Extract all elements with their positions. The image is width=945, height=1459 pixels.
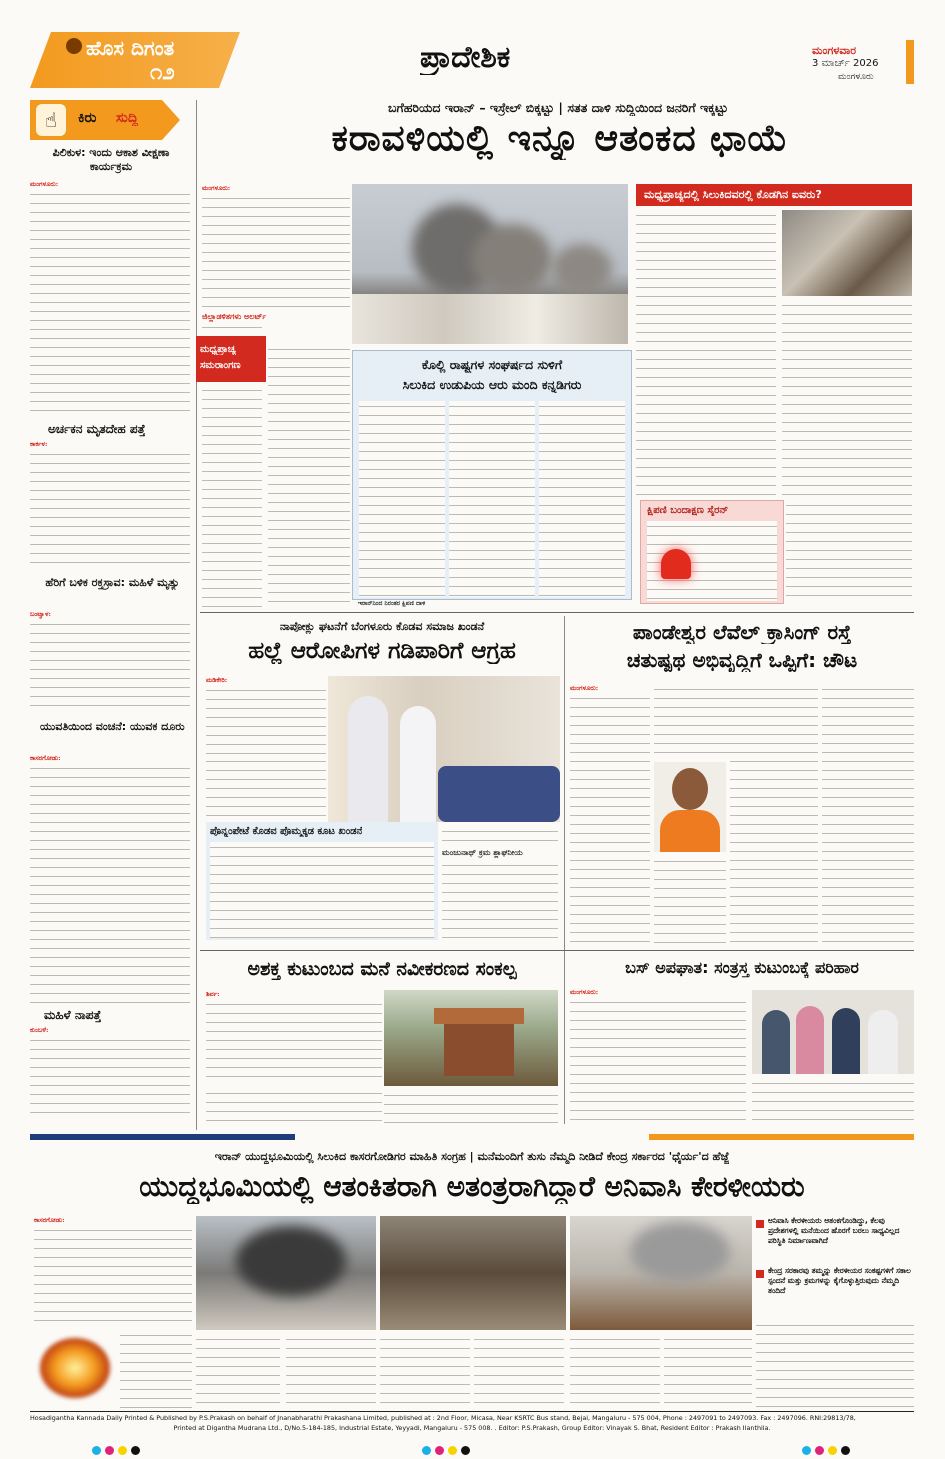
kirusuddi-column: [30, 96, 192, 1126]
napoklu-body-4: [442, 860, 558, 940]
brief-text-5: [30, 1035, 190, 1119]
registration-marks-left: [90, 1440, 142, 1459]
lead-dateline: ಮಂಗಳೂರು:: [202, 184, 231, 192]
kodagu-body-2: [782, 300, 912, 498]
udupi-box: [352, 350, 632, 600]
bottom-body-8: [756, 1320, 914, 1408]
napoklu-dateline: ಮಡಿಕೇರಿ:: [206, 676, 228, 684]
brief-text-3: [30, 619, 190, 713]
bottom-smoke-1: [236, 1226, 346, 1296]
brief-title-5: ಮಹಿಳೆ ನಾಪತ್ತೆ: [44, 1008, 102, 1022]
bullet-1-marker: [756, 1220, 764, 1228]
napoklu-body-2: [206, 756, 326, 820]
napoklu-body-3: [442, 826, 558, 846]
explosion-burst: [40, 1338, 110, 1398]
registration-marks-center: [420, 1440, 472, 1459]
ponnampet-title: ಪೊನ್ನಂಪೇಟೆ ಕೊಡವ ಪೊಮ್ಮಕ್ಕಡ ಕೂಟ ಖಂಡನೆ: [210, 826, 363, 837]
siren-icon: [661, 549, 691, 579]
kodagu-box: [636, 184, 912, 498]
divider-mid-vertical: [564, 616, 565, 1124]
brief-text-2: [30, 449, 190, 569]
brief-text-4: [30, 763, 190, 1003]
napoklu-headline: ಹಲ್ಲೆ ಆರೋಪಿಗಳ ಗಡಿಪಾರಿಗೆ ಆಗ್ರಹ: [248, 638, 516, 664]
footer-line-2: Printed at Digantha Mudrana Ltd., D/No.5-184-185, Industrial Estate, Yeyyadi, Mangaluru - 575 008. . Editor: P.S.Prakash, Group Editor: Vinayak S. Bhat, Resident Editor : Prakash Ilanthila.: [173, 1424, 771, 1432]
shirva-text-1: [206, 999, 382, 1085]
reg-dot-yellow: [118, 1446, 127, 1455]
divider-lower-top: [200, 950, 914, 951]
shirva-headline: ಅಶಕ್ತ ಕುಟುಂಬದ ಮನೆ ನವೀಕರಣದ ಸಂಕಲ್ಪ: [247, 958, 517, 980]
masthead: [0, 0, 945, 92]
bottom-body-4: [380, 1334, 470, 1408]
pandeshwar-headline-1: ಪಾಂಡೇಶ್ವರ ಲೆವೆಲ್ ಕ್ರಾಸಿಂಗ್ ರಸ್ತೆ: [632, 620, 852, 644]
bus-text-1: [570, 997, 746, 1123]
issue-city: ಮಂಗಳೂರು: [838, 72, 874, 82]
shirva-dateline: ಶಿರ್ವ:: [206, 990, 220, 998]
smoke-plume-3: [552, 244, 612, 294]
mp-face: [672, 768, 708, 810]
group-person-1: [762, 1010, 790, 1074]
bottom-bullets-box: [756, 1216, 914, 1316]
bottom-photo-2: [380, 1216, 566, 1330]
reg-dot-magenta-3: [815, 1446, 824, 1455]
war-logo: [196, 336, 266, 382]
patient-bed: [438, 766, 560, 822]
udupi-body-1: [359, 401, 445, 597]
lead-photo-smoke: [352, 184, 628, 344]
brief-text-1: [30, 189, 190, 415]
group-person-3: [832, 1008, 860, 1074]
brief-title-2: ಅರ್ಚಕನ ಮೃತದೇಹ ಪತ್ತೆ: [48, 422, 146, 436]
lead-subhead: ಜಿಲ್ಲಾಡಳಿತಗಳು ಅಲರ್ಟ್: [202, 312, 267, 321]
pandeshwar-body-4: [822, 684, 914, 948]
brief-dateline-2: ಕಾರ್ಕಳ:: [30, 440, 48, 448]
lead-body-col1: [202, 184, 350, 254]
udupi-body-3: [539, 401, 625, 597]
shirva-body-3: [384, 1090, 558, 1124]
pandeshwar-dateline: ಮಂಗಳೂರು:: [570, 684, 599, 692]
reg-dot-yellow-2: [448, 1446, 457, 1455]
war-logo-line2: ಸಮರಾಂಗಣ: [200, 360, 241, 371]
logo-emblem-icon: [66, 38, 82, 54]
reg-dot-black-2: [461, 1446, 470, 1455]
bottom-body-2: [196, 1334, 280, 1408]
bottom-divider-bar: [30, 1134, 914, 1140]
bottom-body-7: [664, 1334, 752, 1408]
registration-marks-right: [800, 1440, 852, 1459]
reg-dot-cyan: [92, 1446, 101, 1455]
lead-body-col2: [268, 344, 350, 610]
bottom-photo-1: [196, 1216, 376, 1330]
brief-body-2: [30, 440, 190, 570]
footer-line-1: Hosadigantha Kannada Daily Printed & Published by P.S.Prakash on behalf of Jnanabharathi Prakashana Limited, published at : 2nd Floor, Micasa, Near KSRTC Bus stand, Bejai, Mangaluru - 575 004, Phone : 2497091 to 2497093. Fax : 2497096. RNI:29813/78,: [30, 1414, 856, 1422]
lead-body-right: [786, 500, 912, 604]
brief-body-1: [30, 180, 190, 416]
kirusuddi-label-a: ಕಿರು: [78, 110, 97, 126]
hand-icon: ☝: [36, 104, 66, 136]
lead-body-col1-text: [202, 193, 350, 253]
brief-body-5: [30, 1026, 190, 1120]
kodagu-photo: [782, 210, 912, 296]
pandeshwar-body-2: [654, 684, 734, 760]
ponnampet-box: [206, 822, 438, 940]
lead-headline: ಕರಾವಳಿಯಲ್ಲಿ ಇನ್ನೂ ಆತಂಕದ ಛಾಯೆ: [331, 118, 789, 159]
bottom-dateline: ಕಾಸರಗೋಡು:: [34, 1216, 65, 1224]
group-person-4: [868, 1010, 898, 1074]
bottom-headline: ಯುದ್ಧಭೂಮಿಯಲ್ಲಿ ಆತಂಕಿತರಾಗಿ ಅತಂತ್ರರಾಗಿದ್ದಾರೆ ಅನಿವಾಸಿ ಕೇರಳೀಯರು: [139, 1170, 805, 1203]
reg-dot-cyan-3: [802, 1446, 811, 1455]
shirva-body-2: [206, 1088, 382, 1124]
left-column-divider: [196, 100, 197, 1130]
kodagu-title-bar: [636, 184, 912, 206]
pandeshwar-headline-2: ಚತುಷ್ಪಥ ಅಭಿವೃದ್ಧಿಗೆ ಒಪ್ಪಿಗೆ: ಚೌಟ: [626, 648, 858, 672]
footer-rule: [30, 1411, 914, 1412]
napoklu-kicker: ನಾಪೋಕ್ಲು ಘಟನೆಗೆ ಬೆಂಗಳೂರು ಕೊಡವ ಸಮಾಜ ಖಂಡನೆ: [279, 620, 485, 633]
page-number: ೧೨: [150, 60, 175, 85]
reg-dot-magenta-2: [435, 1446, 444, 1455]
siren-box: [640, 500, 784, 604]
building-silhouette: [352, 294, 628, 344]
person-1: [348, 696, 388, 822]
divider-mid-top: [200, 612, 914, 613]
bottom-body-5: [474, 1334, 564, 1408]
section-title: ಪ್ರಾದೇಶಿಕ: [420, 40, 511, 75]
bus-body-2: [752, 1078, 914, 1124]
war-logo-line1: ಮಧ್ಯಪ್ರಾಚ್ಯ: [200, 344, 236, 355]
masthead-right-bar: [906, 40, 914, 84]
udupi-title-2: ಸಿಲುಕಿದ ಉಡುಪಿಯ ಆರು ಮಂದಿ ಕನ್ನಡಿಗರು: [402, 377, 582, 392]
bus-headline: ಬಸ್ ಅಪಘಾತ: ಸಂತ್ರಸ್ತ ಕುಟುಂಬಕ್ಕೆ ಪರಿಹಾರ: [625, 958, 859, 977]
brief-dateline-3: ಬಂಟ್ವಾಳ:: [30, 610, 51, 618]
house-roof: [434, 1008, 524, 1024]
pandeshwar-body-5: [654, 856, 726, 948]
reg-dot-cyan-2: [422, 1446, 431, 1455]
bottom-body-6: [570, 1334, 660, 1408]
kodagu-title: ಮಧ್ಯಪ್ರಾಚ್ಯದಲ್ಲಿ ಸಿಲುಕಿದವರಲ್ಲಿ ಕೊಡಗಿನ ಐವರು?: [644, 188, 822, 201]
group-person-2: [796, 1006, 824, 1074]
bottom-photo-3: [570, 1216, 752, 1330]
bus-body-1: [570, 988, 746, 1124]
pandeshwar-text-1: [570, 693, 650, 947]
smoke-plume-2: [472, 224, 552, 294]
napoklu-subhead: ಮಂಜುನಾಥ್ ಕ್ರಮ ಶ್ಲಾಘನೀಯ: [442, 848, 523, 857]
bullet-1: ಅನಿವಾಸಿ ಕೇರಳೀಯರು ಆತಂಕಗೊಂಡಿದ್ದು, ಕೆಲವು ಪ್ರದೇಶಗಳಲ್ಲಿ ಮನೆಯಿಂದ ಹೊರಗೆ ಬರಲು ಸಾಧ್ಯವಿಲ್ಲದ ಪರಿಸ್ಥಿತಿ ನಿರ್ಮಾಣವಾಗಿದೆ: [768, 1216, 900, 1245]
bullet-2: ಕೇಂದ್ರ ಸರಕಾರವು ತಮ್ಮನ್ನು ಕೇರಳೀಯರ ಸಂಕಷ್ಟಗಳಿಗೆ ಸಕಾಲ ಸ್ಪಂದನೆ ಮತ್ತು ಕ್ರಮಗಳನ್ನು ಕೈಗೊಳ್ಳುತ್ತಿರುವುದು ನೆಮ್ಮದಿ ತಂದಿದೆ: [768, 1266, 911, 1295]
brief-title-4: ಯುವತಿಯಿಂದ ವಂಚನೆ: ಯುವಕ ದೂರು: [40, 720, 185, 733]
masthead-logo: ಹೊಸ ದಿಗಂತ: [86, 36, 175, 60]
mp-shirt: [660, 810, 720, 852]
brief-body-4: [30, 754, 190, 1004]
house-walls: [444, 1020, 514, 1076]
brief-body-3: [30, 610, 190, 714]
lead-photo-caption: ಇರಾನ್‌ನಿಂದ ನಿರಂತರ ಕ್ಷಿಪಣಿ ದಾಳಿ: [358, 600, 426, 607]
siren-title: ಕ್ಷಿಪಣಿ ಬಂದಾಕ್ಷಣ ಸೈರನ್: [647, 505, 729, 516]
ponnampet-body: [210, 842, 434, 938]
brief-title-1: ಪಿಲಿಕುಳ: ಇಂದು ಆಕಾಶ ವೀಕ್ಷಣಾ ಕಾರ್ಯಕ್ರಮ: [52, 146, 170, 173]
explosion-graphic: [34, 1330, 116, 1406]
brief-title-3: ಹೆರಿಗೆ ಬಳಿಕ ರಕ್ತಸ್ರಾವ: ಮಹಿಳೆ ಮೃತ್ಯು: [45, 576, 180, 589]
lead-body-col1b: [202, 256, 350, 310]
brief-dateline-5: ಕುಂಬಳೆ:: [30, 1026, 49, 1034]
bus-dateline: ಮಂಗಳೂರು:: [570, 988, 599, 996]
brief-dateline-1: ಮಂಗಳೂರು:: [30, 180, 59, 188]
bottom-kicker: ಇರಾನ್ ಯುದ್ಧಭೂಮಿಯಲ್ಲಿ ಸಿಲುಕಿದ ಕಾಸರಗೋಡಿಗರ ಮಾಹಿತಿ ಸಂಗ್ರಹ | ಮನೆಮಂದಿಗೆ ತುಸು ನೆಮ್ಮದಿ ನೀಡಿದೆ ಕೇಂದ್ರ ಸರ್ಕಾರದ 'ಧೈರ್ಯ'ದ ಹೆಜ್ಜೆ: [214, 1150, 730, 1163]
date-day: ಮಂಗಳವಾರ: [812, 44, 857, 57]
person-2: [400, 706, 436, 822]
mp-portrait-photo: [654, 762, 726, 852]
reg-dot-black: [131, 1446, 140, 1455]
hospital-photo: [328, 676, 560, 822]
lead-kicker: ಬಗೆಹರಿಯದ ಇರಾನ್ – ಇಸ್ರೇಲ್ ಬಿಕ್ಕಟ್ಟು | ಸತತ ದಾಳಿ ಸುದ್ದಿಯಿಂದ ಜನರಿಗೆ ಇಕ್ಕಟ್ಟು: [388, 100, 728, 115]
kodagu-body-1: [636, 210, 776, 498]
bottom-body-1: [34, 1216, 192, 1328]
bottom-text-1: [34, 1225, 192, 1327]
reg-dot-yellow-3: [828, 1446, 837, 1455]
reg-dot-magenta: [105, 1446, 114, 1455]
bottom-smoke-3: [630, 1222, 730, 1282]
reg-dot-black-3: [841, 1446, 850, 1455]
house-photo: [384, 990, 558, 1086]
compensation-photo: [752, 990, 914, 1074]
kirusuddi-label-b: ಸುದ್ದಿ: [116, 110, 139, 126]
brief-dateline-4: ಕಾಸರಗೋಡು:: [30, 754, 61, 762]
bullet-2-marker: [756, 1270, 764, 1278]
issue-date: 3 ಮಾರ್ಚ್ 2026: [812, 58, 879, 69]
udupi-title-1: ಕೊಲ್ಲಿ ರಾಷ್ಟ್ರಗಳ ಸಂಘರ್ಷದ ಸುಳಿಗೆ: [421, 357, 563, 372]
bottom-body-3: [286, 1334, 376, 1408]
bottom-body-1b: [120, 1330, 192, 1408]
pandeshwar-body-1: [570, 684, 650, 948]
udupi-body-2: [449, 401, 535, 597]
pandeshwar-body-3: [730, 684, 818, 948]
shirva-body-1: [206, 990, 382, 1086]
